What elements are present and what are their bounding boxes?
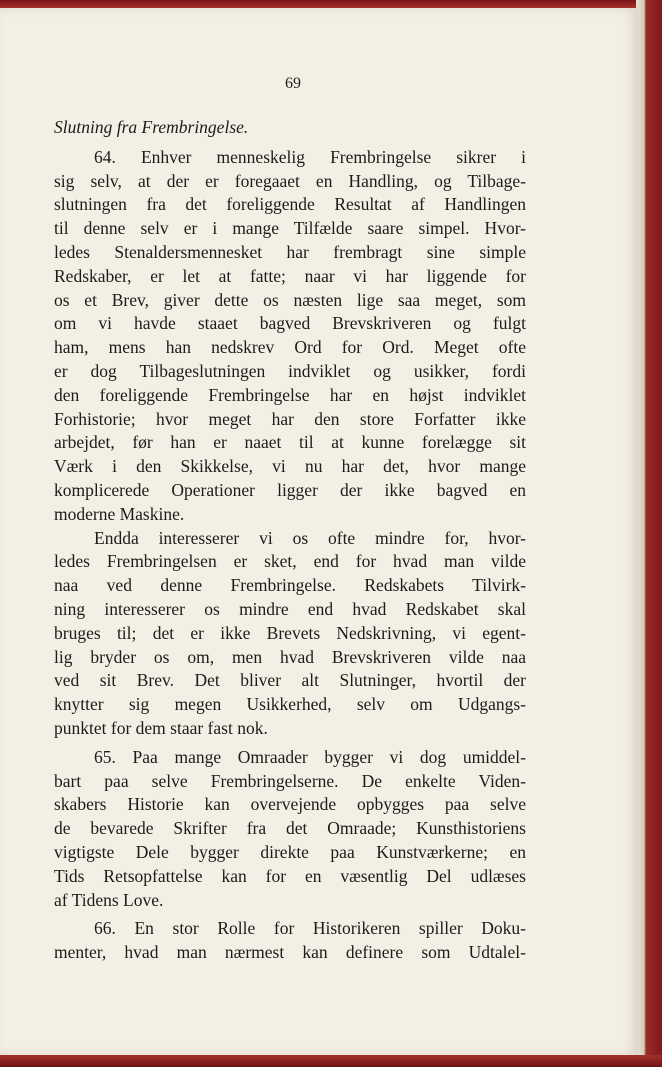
text-line: bruges til; det er ikke Brevets Nedskrivning, vi egent-	[54, 622, 526, 643]
text-line: den foreliggende Frembringelse har en højst indviklet	[54, 384, 526, 405]
text-line: sig selv, at der er foregaaet en Handling, og Tilbage-	[54, 170, 526, 191]
text-line: slutningen fra det foreliggende Resultat af Handlingen	[54, 194, 526, 215]
text-line: ham, mens han nedskrev Ord for Ord. Meget ofte	[54, 337, 526, 358]
text-line: bart paa selve Frembringelserne. De enkelte Viden-	[54, 770, 526, 791]
text-line: er dog Tilbageslutningen indviklet og usikker, fordi	[54, 360, 526, 381]
book-cover-edge-right	[636, 0, 662, 1067]
text-line: om vi havde staaet bagved Brevskriveren og fulgt	[54, 313, 526, 334]
page-text	[54, 116, 526, 965]
text-line: os et Brev, giver dette os næsten lige saa meget, som	[54, 289, 526, 310]
text-line: 65. Paa mange Omraader bygger vi dog umiddel-	[94, 746, 526, 767]
paragraph-65	[54, 746, 526, 913]
text-line: moderne Maskine.	[54, 503, 185, 524]
page-number: 69	[285, 75, 301, 92]
text-line: lig bryder os om, men hvad Brevskriveren vilde naa	[54, 646, 526, 667]
paragraph-66	[54, 917, 526, 965]
text-line: Endda interesserer vi os ofte mindre for, hvor-	[94, 527, 526, 548]
text-line: ledes Stenaldersmennesket har frembragt sine simple	[54, 241, 526, 262]
paragraph-64-continued	[54, 527, 526, 741]
text-line: til denne selv er i mange Tilfælde saare simpel. Hvor-	[54, 218, 526, 239]
text-line: de bevarede Skrifter fra det Omraade; Kunsthistoriens	[54, 818, 526, 839]
text-line: 64. Enhver menneskelig Frembringelse sikrer i	[94, 146, 526, 167]
text-line: naa ved denne Frembringelse. Redskabets Tilvirk-	[54, 575, 526, 596]
text-line: 66. En stor Rolle for Historikeren spiller Doku-	[94, 918, 526, 939]
text-line: ledes Frembringelsen er sket, end for hvad man vilde	[54, 551, 526, 572]
text-line: vigtigste Dele bygger direkte paa Kunstværkerne; en	[54, 841, 526, 862]
text-line: Redskaber, er let at fatte; naar vi har liggende for	[54, 265, 526, 286]
text-line: Forhistorie; hvor meget har den store Forfatter ikke	[54, 408, 526, 429]
text-line: ved sit Brev. Det bliver alt Slutninger, hvortil der	[54, 670, 526, 691]
text-line: knytter sig megen Usikkerhed, selv om Udgangs-	[54, 694, 526, 715]
text-line: menter, hvad man nærmest kan definere som Udtalel-	[54, 942, 526, 963]
section-heading: Slutning fra Frembringelse.	[54, 117, 249, 137]
book-cover-edge-top	[0, 0, 662, 8]
text-line: arbejdet, før han er naaet til at kunne forelægge sit	[54, 432, 526, 453]
text-line: skabers Historie kan overvejende opbygges paa selve	[54, 794, 526, 815]
text-line: komplicerede Operationer ligger der ikke bagved en	[54, 479, 526, 500]
text-line: punktet for dem staar fast nok.	[54, 717, 268, 738]
text-line: Tids Retsopfattelse kan for en væsentlig Del udlæses	[54, 865, 526, 886]
book-cover-edge-bottom	[0, 1055, 662, 1067]
text-line: Værk i den Skikkelse, vi nu har det, hvor mange	[54, 456, 526, 477]
text-line: ning interesserer os mindre end hvad Redskabet skal	[54, 598, 526, 619]
book-page	[0, 8, 638, 1055]
text-line: af Tidens Love.	[54, 889, 164, 910]
paragraph-64	[54, 146, 526, 527]
